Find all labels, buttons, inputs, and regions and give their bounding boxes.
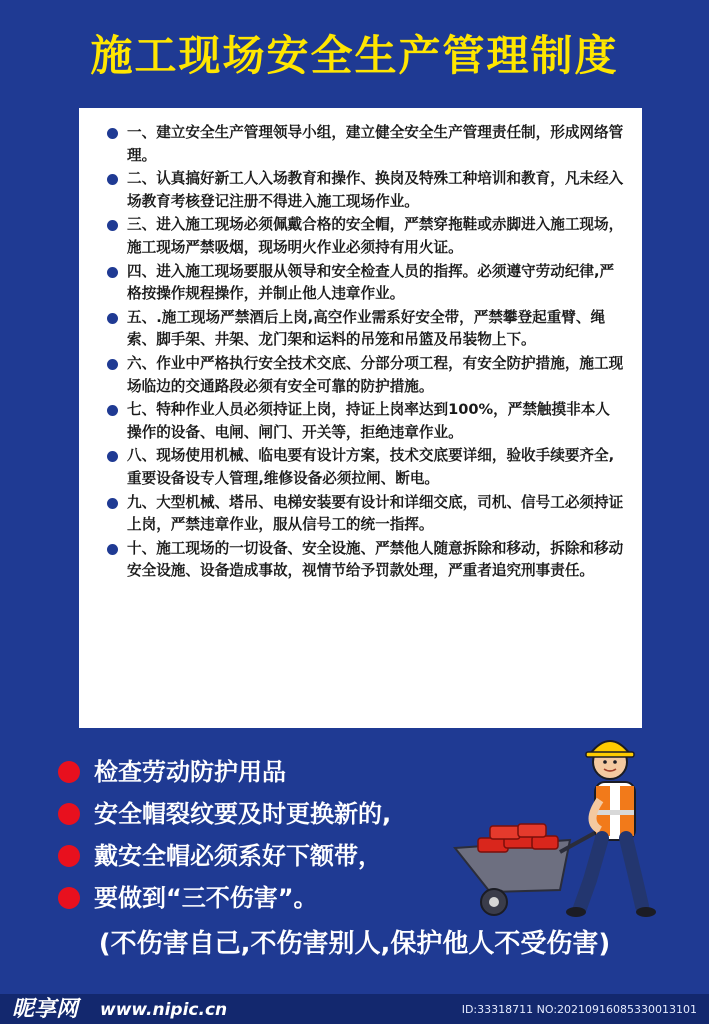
- rule-text: 五、.施工现场严禁酒后上岗,高空作业需系好安全带，严禁攀登起重臂、绳索、脚手架、井架、龙门架和运料的吊笼和吊篮及吊装物上下。: [127, 308, 606, 349]
- watermark-url: www.nipic.cn: [100, 1000, 228, 1020]
- rule-item: [107, 353, 624, 398]
- bricks-load: [478, 824, 558, 852]
- rules-panel: [79, 108, 642, 728]
- rule-text: 九、大型机械、塔吊、电梯安装要有设计和详细交底，司机、信号工必须持证上岗，严禁违章作业，服从信号工的统一指挥。: [127, 493, 624, 534]
- tip-item: [58, 794, 478, 834]
- rule-item: [107, 307, 624, 352]
- tip-item: [58, 752, 478, 792]
- rule-item: [107, 168, 624, 213]
- rule-text: 七、特种作业人员必须持证上岗，持证上岗率达到100%，严禁触摸非本人操作的设备、电闸、闸门、开关等，拒绝违章作业。: [127, 401, 610, 441]
- watermark-id: ID:33318711 NO:20210916085330013101: [461, 1003, 697, 1016]
- red-dot-icon: [58, 887, 80, 909]
- rule-text: 三、进入施工现场必须佩戴合格的安全帽，严禁穿拖鞋或赤脚进入施工现场，施工现场严禁吸烟，现场明火作业必须持有用火证。: [127, 216, 624, 256]
- bullet-icon: [107, 359, 118, 370]
- tip-text: 安全帽裂纹要及时更换新的,: [94, 800, 392, 828]
- rule-item: [107, 445, 624, 490]
- rule-text: 二、认真搞好新工人入场教育和操作、换岗及特殊工种培训和教育，凡未经入场教育考核登记注册不得进入施工现场作业。: [127, 170, 624, 210]
- rule-text: 十、施工现场的一切设备、安全设施、严禁他人随意拆除和移动，拆除和移动安全设施、设备造成事故，视情节给予罚款处理，严重者追究刑事责任。: [127, 539, 624, 580]
- tip-text: 戴安全帽必须系好下额带，: [94, 842, 382, 870]
- bullet-icon: [107, 498, 118, 509]
- red-dot-icon: [58, 803, 80, 825]
- bullet-icon: [107, 451, 118, 462]
- rule-item: [107, 399, 624, 444]
- rule-item: [107, 538, 624, 583]
- tip-item: [58, 836, 478, 876]
- construction-worker-illustration: [450, 730, 660, 925]
- red-dot-icon: [58, 761, 80, 783]
- rule-text: 一、建立安全生产管理领导小组，建立健全安全生产管理责任制，形成网络管理。: [127, 124, 624, 164]
- page-title: 施工现场安全生产管理制度: [90, 31, 619, 80]
- tip-text: 要做到“三不伤害”。: [94, 884, 318, 912]
- watermark-logo: 昵享网: [12, 997, 79, 1022]
- bullet-icon: [107, 174, 118, 185]
- tip-text: 检查劳动防护用品: [94, 758, 286, 786]
- red-dot-icon: [58, 845, 80, 867]
- worker-figure: [566, 741, 656, 917]
- bullet-icon: [107, 220, 118, 231]
- rule-item: [107, 261, 624, 306]
- bullet-icon: [107, 128, 118, 139]
- rule-text: 六、作业中严格执行安全技术交底、分部分项工程，有安全防护措施，施工现场临边的交通路段必须有安全可靠的防护措施。: [127, 354, 624, 395]
- rule-item: [107, 492, 624, 537]
- rule-text: 八、现场使用机械、临电要有设计方案，技术交底要详细，验收手续要齐全,重要设备设专人管理,维修设备必须拉闸、断电。: [127, 447, 615, 487]
- bullet-icon: [107, 267, 118, 278]
- bullet-icon: [107, 405, 118, 416]
- bullet-icon: [107, 313, 118, 324]
- rule-item: [107, 214, 624, 259]
- tip-item: [58, 878, 478, 918]
- rule-item: [107, 122, 624, 167]
- safety-tips: [58, 752, 478, 920]
- motto-text: (不伤害自己,不伤害别人,保护他人不受伤害): [98, 929, 611, 959]
- rule-text: 四、进入施工现场要服从领导和安全检查人员的指挥。必须遵守劳动纪律,严格按操作规程操作，并制止他人违章作业。: [127, 262, 615, 303]
- bullet-icon: [107, 544, 118, 555]
